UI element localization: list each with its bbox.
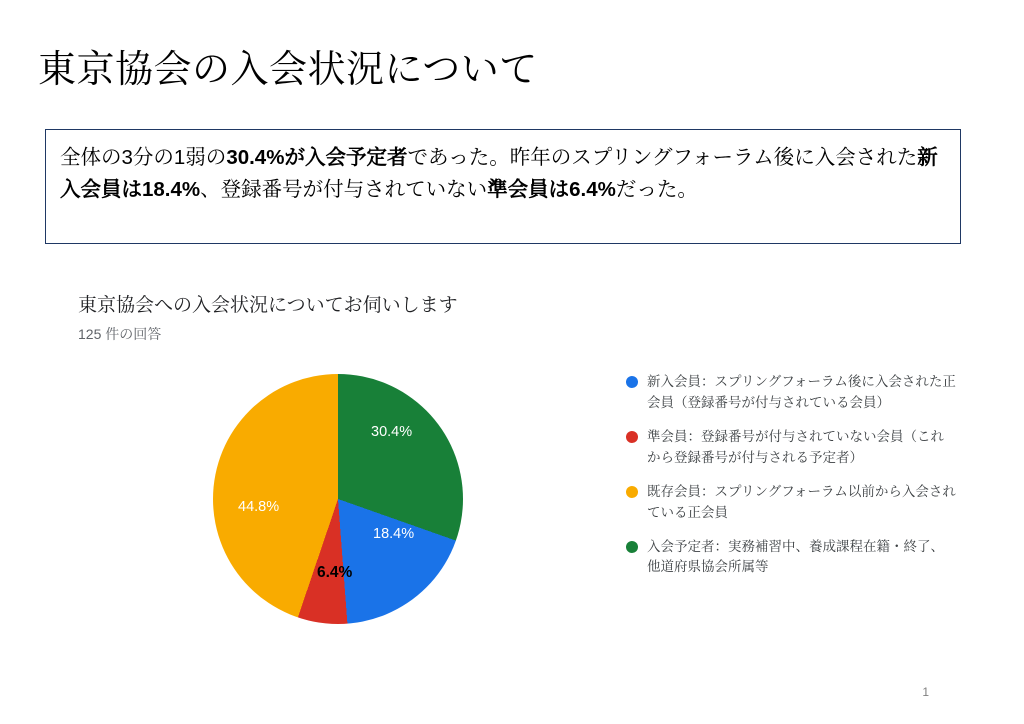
legend-item-label: 入会予定者：実務補習中、養成課程在籍・終了、他道府県協会所属等 bbox=[647, 538, 944, 575]
summary-seg-3: であった。昨年のスプリングフォーラム後に入会された bbox=[407, 146, 918, 169]
pie-slice-label-1: 18.4% bbox=[373, 526, 415, 542]
pie-slice-label-0: 30.4% bbox=[371, 424, 413, 440]
legend-item-label: 既存会員：スプリングフォーラム以前から入会されている正会員 bbox=[647, 483, 956, 520]
chart-title: 東京協会への入会状況についてお伺いします bbox=[78, 295, 458, 316]
summary-text bbox=[60, 142, 946, 206]
summary-seg-1: 全体の3分の1弱の bbox=[60, 146, 227, 169]
summary-seg-5: 、登録番号が付与されていない bbox=[200, 177, 488, 201]
legend-item bbox=[626, 427, 956, 469]
page-number: 1 bbox=[922, 685, 929, 699]
legend-item bbox=[626, 482, 956, 524]
pie-slice-label-2: 6.4% bbox=[317, 564, 353, 581]
page-title: 東京協会の入会状況について bbox=[38, 49, 538, 91]
legend-item bbox=[626, 372, 956, 414]
chart-response-count: 125 件の回答 bbox=[78, 326, 162, 342]
pie-slice-label-3: 44.8% bbox=[238, 499, 280, 515]
legend-item-label: 準会員：登録番号が付与されていない会員（これから登録番号が付与される予定者） bbox=[647, 428, 944, 465]
summary-callout-box bbox=[45, 129, 961, 244]
summary-seg-7: だった。 bbox=[615, 177, 698, 201]
legend-item-label: 新入会員：スプリングフォーラム後に入会された正会員（登録番号が付与されている会員） bbox=[647, 374, 956, 410]
summary-seg-4-bold: 新入会員は18.4% bbox=[60, 146, 938, 201]
legend-color-swatch-icon bbox=[626, 541, 638, 553]
legend-item bbox=[626, 537, 956, 579]
legend-color-swatch-icon bbox=[626, 431, 638, 443]
summary-seg-6-bold: 準会員は6.4% bbox=[487, 177, 616, 201]
pie-chart bbox=[213, 374, 463, 624]
legend-color-swatch-icon bbox=[626, 376, 638, 388]
legend-color-swatch-icon bbox=[626, 486, 638, 498]
summary-seg-2-bold: 30.4%が入会予定者 bbox=[226, 146, 408, 169]
chart-legend bbox=[626, 372, 956, 591]
